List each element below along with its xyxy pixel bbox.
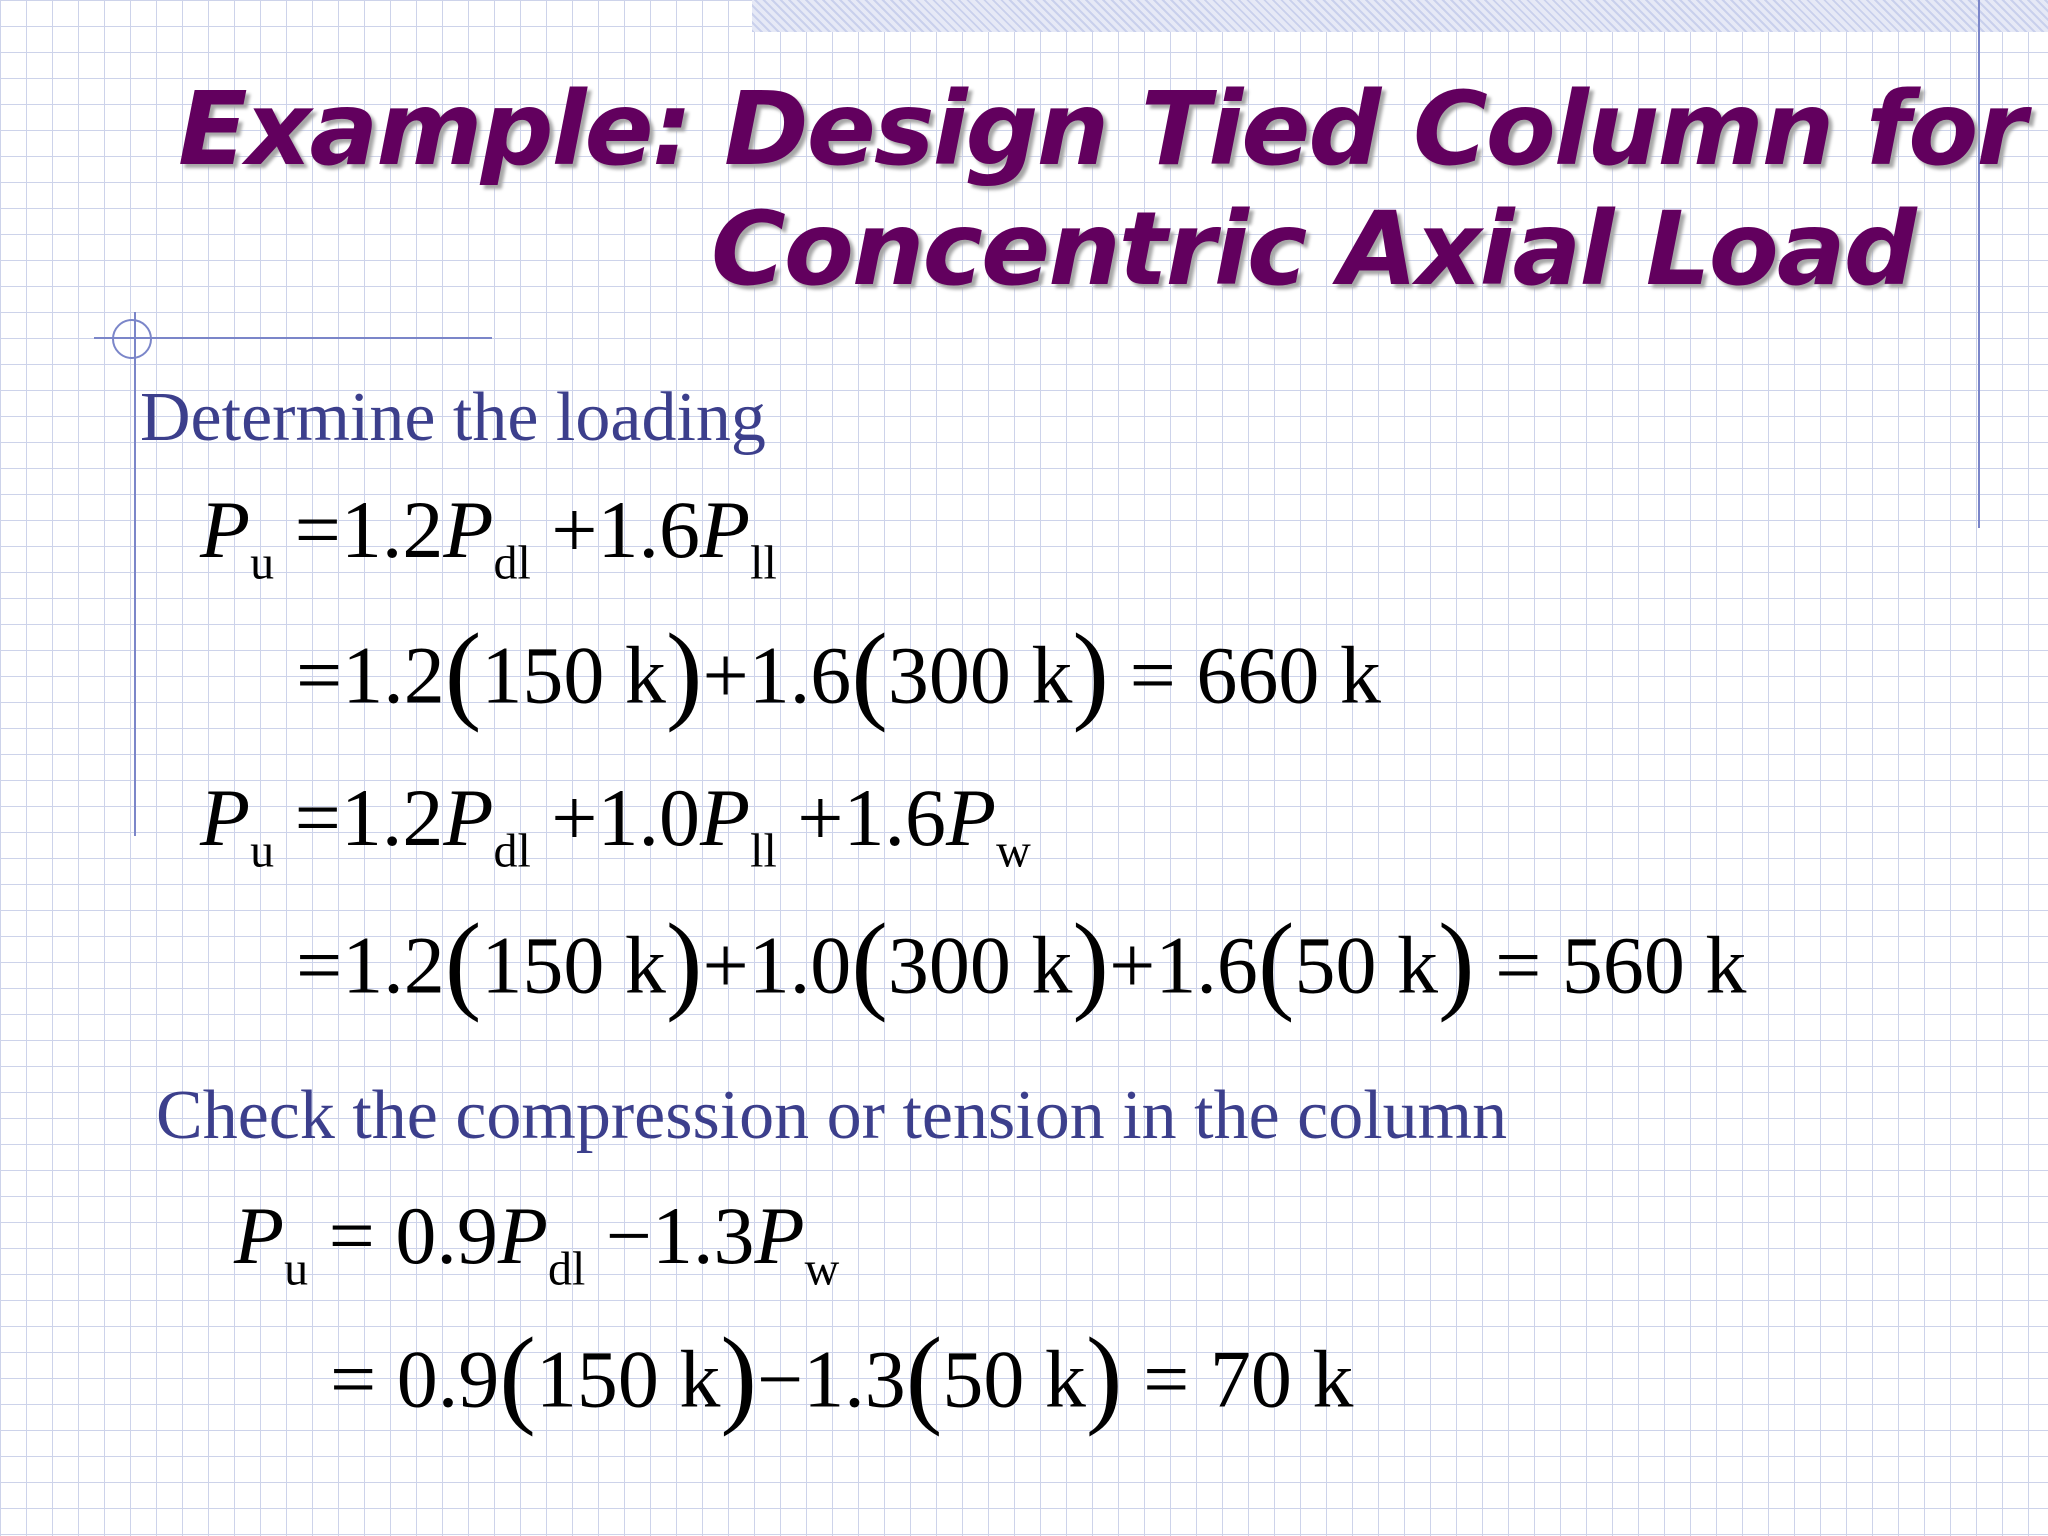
coef: 1.3 (652, 1190, 755, 1281)
value: 50 k (942, 1333, 1086, 1425)
paren-close: ) (1072, 901, 1110, 1023)
result: 660 k (1196, 629, 1381, 721)
sub-u: u (284, 1242, 309, 1296)
title-line-2: Concentric Axial Load (711, 190, 1915, 309)
paren-open: ( (851, 611, 888, 733)
equation-2 (296, 611, 1381, 733)
paren-close: ) (665, 901, 703, 1023)
paren-open: ( (905, 1315, 943, 1437)
left-accent-line (134, 312, 136, 836)
coef: 1.6 (597, 484, 701, 575)
var-P: P (497, 1190, 548, 1281)
equation-4 (296, 901, 1747, 1023)
slide-title (178, 70, 2025, 310)
var-P: P (200, 772, 251, 863)
op-equals: = (296, 629, 343, 721)
var-P: P (443, 484, 494, 575)
value: 150 k (481, 919, 666, 1011)
coef: 1.0 (597, 772, 701, 863)
paren-close: ) (1072, 611, 1110, 733)
horizontal-accent-line (94, 337, 492, 339)
sub-u: u (250, 824, 275, 878)
sub-ll: ll (750, 536, 777, 590)
var-P: P (946, 772, 997, 863)
value: 300 k (887, 629, 1073, 721)
op-plus: + (797, 772, 844, 863)
paren-close: ) (1085, 1315, 1123, 1437)
coef: 0.9 (395, 1190, 498, 1281)
op-plus: + (702, 629, 749, 721)
coef: 1.2 (342, 919, 445, 1011)
coef: 1.2 (340, 484, 444, 575)
title-line-1: Example: Design Tied Column for (178, 70, 2025, 189)
op-plus: + (551, 772, 598, 863)
coef: 1.2 (342, 629, 445, 721)
coef: 1.6 (843, 772, 947, 863)
sub-w: w (804, 1242, 840, 1296)
equation-3 (200, 768, 1031, 902)
equation-6 (330, 1315, 1354, 1437)
paren-open: ( (1257, 901, 1295, 1023)
sub-w: w (996, 824, 1031, 878)
var-P: P (700, 772, 751, 863)
op-equals: = (328, 1190, 375, 1281)
result: 70 k (1209, 1333, 1354, 1425)
value: 300 k (887, 919, 1073, 1011)
op-plus: + (1109, 919, 1156, 1011)
op-minus: − (605, 1190, 653, 1281)
coef: 1.6 (748, 629, 852, 721)
sub-ll: ll (750, 824, 777, 878)
op-equals: = (1143, 1333, 1190, 1425)
paren-open: ( (444, 901, 482, 1023)
value: 150 k (481, 629, 666, 721)
sub-dl: dl (493, 824, 531, 878)
op-equals: = (294, 484, 341, 575)
paren-close: ) (665, 611, 703, 733)
coef: 1.6 (1155, 919, 1258, 1011)
coef: 1.3 (803, 1333, 906, 1425)
paren-open: ( (499, 1315, 536, 1437)
section-heading-loading: Determine the loading (140, 379, 766, 456)
var-P: P (200, 484, 251, 575)
paren-close: ) (1437, 901, 1475, 1023)
op-equals: = (330, 1333, 377, 1425)
paren-open: ( (851, 901, 888, 1023)
coef: 1.2 (340, 772, 444, 863)
decorative-top-band (752, 0, 2048, 32)
sub-dl: dl (493, 536, 531, 590)
sub-dl: dl (547, 1242, 586, 1296)
section-heading-check: Check the compression or tension in the column (156, 1077, 1508, 1154)
op-equals: = (296, 919, 343, 1011)
op-equals: = (294, 772, 341, 863)
equation-1 (200, 480, 777, 614)
var-P: P (754, 1190, 805, 1281)
op-equals: = (1495, 919, 1542, 1011)
result: 560 k (1561, 919, 1747, 1011)
equation-5 (234, 1186, 839, 1320)
value: 150 k (535, 1333, 721, 1425)
sub-u: u (250, 536, 275, 590)
value: 50 k (1294, 919, 1438, 1011)
paren-open: ( (444, 611, 482, 733)
op-equals: = (1129, 629, 1176, 721)
paren-close: ) (720, 1315, 758, 1437)
op-minus: − (757, 1333, 804, 1425)
registration-circle-icon (112, 319, 152, 359)
var-P: P (234, 1190, 285, 1281)
coef: 1.0 (748, 919, 852, 1011)
var-P: P (443, 772, 494, 863)
op-plus: + (551, 484, 598, 575)
var-P: P (700, 484, 751, 575)
op-plus: + (702, 919, 749, 1011)
coef: 0.9 (396, 1333, 500, 1425)
